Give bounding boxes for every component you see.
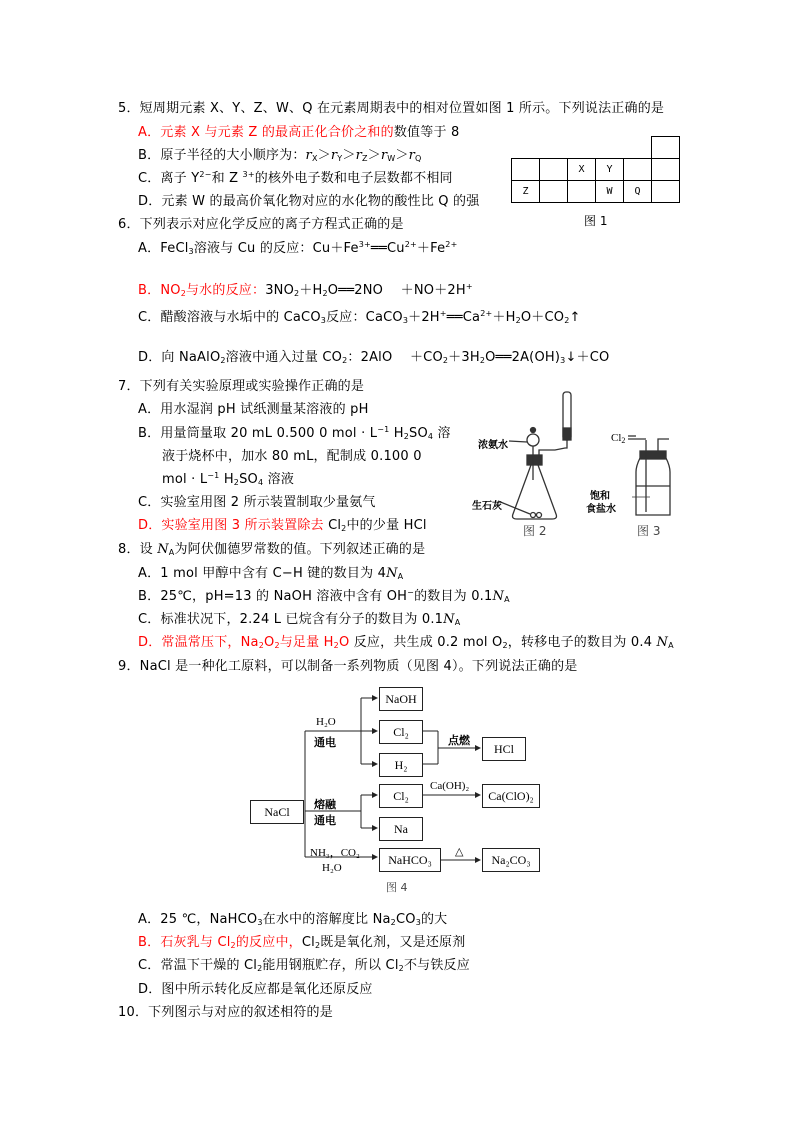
q6-stem: 6．下列表示对应化学反应的离子方程式正确的是 — [118, 217, 404, 232]
t: mol · L — [162, 472, 208, 487]
sub: A — [168, 548, 175, 557]
na-symbol: N — [386, 566, 398, 581]
cell-x: X — [568, 159, 596, 181]
t: Cl — [301, 935, 315, 950]
figure3-label1: 饱和 — [590, 491, 610, 502]
figure2-caption: 图 2 — [523, 524, 547, 538]
t: 和 Z — [211, 171, 243, 186]
sub: 2 — [403, 432, 409, 441]
sup: + — [465, 282, 473, 291]
box-h2: H₂ — [379, 753, 423, 777]
t: ＋H — [492, 310, 516, 325]
q7-option-a: A．用水湿润 pH 试纸测量某溶液的 pH — [138, 402, 369, 417]
t: 溶液 — [263, 472, 295, 487]
q5-a-highlight: A．元素 X 与元素 Z 的最高正化合价之和的 — [138, 125, 394, 140]
sub: 2 — [322, 289, 328, 298]
t: 与水的反应： — [185, 283, 266, 298]
q7-option-b-line2: 液于烧杯中，加水 80 mL，配制成 0.100 0 — [162, 449, 422, 464]
q9-option-c — [138, 957, 470, 974]
t: B．25℃，pH=13 的 NaOH 溶液中含有 OH — [138, 589, 408, 604]
r-symbol: r — [330, 148, 338, 163]
sub: 2 — [220, 356, 226, 365]
r-symbol: r — [305, 148, 312, 163]
q5-a-rest: 数值等于 8 — [393, 125, 460, 140]
t: SO — [409, 426, 428, 441]
sup: −1 — [207, 471, 220, 480]
q10-stem: 10．下列图示与对应的叙述相符的是 — [118, 1005, 333, 1020]
sub: 3 — [560, 356, 566, 365]
t: 反应，共生成 0.2 mol O — [349, 635, 503, 650]
t: A．FeCl — [138, 241, 189, 256]
box-na2co3: Na₂CO₃ — [482, 848, 540, 872]
t: 中的少量 HCl — [346, 518, 427, 533]
sub: 2 — [621, 436, 626, 445]
gt: ＞ — [395, 148, 409, 163]
box-nacl: NaCl — [250, 800, 304, 824]
gt: ＞ — [342, 148, 356, 163]
cell-q: Q — [624, 181, 652, 203]
q9-stem: 9．NaCl 是一种化工原料，可以制备一系列物质（见图 4）。下列说法正确的是 — [118, 659, 578, 674]
label-caoh2: Ca(OH)₂ — [430, 780, 470, 792]
sub: 2 — [390, 918, 396, 927]
t: 的反应中， — [235, 935, 302, 950]
t: H — [389, 426, 404, 441]
sub: 3 — [257, 918, 263, 927]
box-naoh: NaOH — [379, 687, 423, 711]
na-symbol: N — [157, 542, 169, 557]
sup: 2+ — [445, 240, 458, 249]
t: 为阿伏伽德罗常数的值。下列叙述正确的是 — [174, 542, 426, 557]
t: ══Cu — [370, 241, 405, 256]
sub: 2 — [258, 641, 264, 650]
t: O＋CO — [520, 310, 565, 325]
t: ＋2H — [408, 310, 440, 325]
t: 溶液中通入过量 CO — [225, 350, 343, 365]
box-cl2-electrolysis: Cl₂ — [379, 720, 423, 744]
sup: 2+ — [480, 309, 493, 318]
na-symbol: N — [492, 589, 505, 604]
t: O — [264, 635, 275, 650]
t: 反应：CaCO — [326, 310, 403, 325]
cell-z: Z — [512, 181, 540, 203]
sub: 2 — [564, 316, 570, 325]
label-nh3-co2: NH₃，CO₂ — [310, 847, 360, 859]
t: C．标准状况下，2.24 L 已烷含有分子的数目为 0.1 — [138, 612, 444, 627]
t: 不与铁反应 — [403, 958, 470, 973]
r-symbol: r — [355, 148, 362, 163]
label-molten: 熔融 — [314, 798, 336, 811]
sub: A — [668, 641, 674, 650]
t: C．离子 Y — [138, 171, 200, 186]
t: 能用钢瓶贮存，所以 Cl — [262, 958, 399, 973]
sup: 3+ — [358, 240, 371, 249]
sup: −1 — [377, 425, 390, 434]
cell-y: Y — [596, 159, 624, 181]
t: 的数目为 0.1 — [414, 589, 493, 604]
t: CO — [395, 912, 416, 927]
sub: 2 — [233, 478, 240, 487]
gt: ＞ — [367, 148, 381, 163]
na-symbol: N — [443, 612, 455, 627]
t: C．醋酸溶液与水垢中的 CaCO — [138, 310, 321, 325]
sub: X — [311, 154, 318, 163]
sub: 2 — [257, 964, 263, 973]
label-ignite: 点燃 — [448, 734, 470, 747]
figure2-label-quicklime: 生石灰 — [472, 501, 502, 512]
sub: 4 — [427, 432, 434, 441]
t: 与足量 H — [279, 635, 334, 650]
sub: 3 — [415, 918, 421, 927]
figure2-label-ammonia: 浓氨水 — [478, 440, 508, 451]
t: B．NO — [138, 283, 181, 298]
sub: 3 — [320, 316, 327, 325]
sub: 4 — [257, 478, 264, 487]
label-electrolysis-1: 通电 — [314, 736, 336, 749]
t: 在水中的溶解度比 Na — [262, 912, 391, 927]
figure3-caption: 图 3 — [637, 524, 661, 538]
figure3-label2: 食盐水 — [586, 504, 616, 515]
label-h2o: H₂O — [316, 716, 336, 728]
sup: 2+ — [404, 240, 417, 249]
q5-option-d: D．元素 W 的最高价氧化物对应的水化物的酸性比 Q 的强 — [138, 194, 480, 209]
q5-b-prefix: B．原子半径的大小顺序为： — [138, 148, 306, 163]
sub: Z — [361, 154, 368, 163]
t: ↑ — [569, 310, 581, 325]
q9-option-b — [138, 934, 465, 951]
cell-w: W — [596, 181, 624, 203]
t: 溶 — [433, 426, 451, 441]
t: 既是氧化剂，又是还原剂 — [320, 935, 466, 950]
gt: ＞ — [317, 148, 331, 163]
sup: − — [407, 588, 415, 597]
sub: A — [454, 618, 461, 627]
t: ，转移电子的数目为 0.4 — [507, 635, 657, 650]
t: O══2NO ＋NO＋2H — [327, 283, 466, 298]
t: ＋3H — [448, 350, 480, 365]
sub: 2 — [341, 524, 347, 533]
label-electrolysis-2: 通电 — [314, 814, 336, 827]
sub: 2 — [479, 356, 486, 365]
t: B．石灰乳与 Cl — [138, 935, 231, 950]
t: Cl — [323, 518, 342, 533]
t: H — [219, 472, 234, 487]
sub: 2 — [294, 289, 300, 298]
sub: 3 — [188, 247, 194, 256]
sub: 3 — [402, 316, 409, 325]
q7-stem: 7．下列有关实验原理或实验操作正确的是 — [118, 379, 365, 394]
t: 3NO — [265, 283, 295, 298]
sub: Y — [337, 154, 343, 163]
sub: 2 — [314, 941, 321, 950]
box-caclo2: Ca(ClO)₂ — [482, 784, 540, 808]
t: 的核外电子数和电子层数都不相同 — [254, 171, 453, 186]
t: ＋Fe — [416, 241, 446, 256]
sub: 2 — [398, 964, 404, 973]
t: ══Ca — [446, 310, 481, 325]
q9-option-a — [138, 911, 447, 928]
t: C．常温下干燥的 Cl — [138, 958, 258, 973]
t: ＋H — [299, 283, 323, 298]
t: D．向 NaAlO — [138, 350, 221, 365]
sub: A — [504, 595, 510, 604]
t: O — [338, 635, 350, 650]
t: B．用量筒量取 20 mL 0.500 0 mol · L — [138, 426, 378, 441]
sub: 2 — [230, 941, 236, 950]
sup: 3+ — [242, 170, 255, 179]
sub: 2 — [442, 356, 449, 365]
t: O══2A(OH) — [485, 350, 561, 365]
sup: 2− — [199, 170, 212, 179]
box-cl2-molten: Cl₂ — [379, 784, 423, 808]
label-heat: △ — [455, 846, 464, 858]
na-symbol: N — [656, 635, 669, 650]
sub: 2 — [180, 289, 186, 298]
sub: W — [387, 154, 396, 163]
label-h2o-3: H₂O — [322, 862, 342, 874]
t: D．常温常压下，Na — [138, 635, 259, 650]
t: Cl — [611, 432, 622, 444]
sup: + — [439, 309, 447, 318]
figure4-caption: 图 4 — [386, 881, 408, 894]
sub: 2 — [274, 641, 280, 650]
sub: 2 — [515, 316, 521, 325]
t: 溶液与 Cu 的反应：Cu＋Fe — [193, 241, 359, 256]
t: SO — [239, 472, 258, 487]
q9-option-d: D．图中所示转化反应都是氧化还原反应 — [138, 982, 373, 997]
t: ：2AlO ＋CO — [347, 350, 443, 365]
sub: A — [397, 572, 404, 581]
sub: 2 — [342, 356, 348, 365]
box-nahco3: NaHCO₃ — [379, 848, 441, 872]
q5-stem: 5．短周期元素 X、Y、Z、W、Q 在元素周期表中的相对位置如图 1 所示。下列说法正确的是 — [118, 101, 665, 116]
r-symbol: r — [380, 148, 388, 163]
t: A．1 mol 甲醇中含有 C−H 键的数目为 4 — [138, 566, 387, 581]
box-hcl: HCl — [482, 737, 526, 761]
t: 的大 — [420, 912, 448, 927]
t: A．25 ℃，NaHCO — [138, 912, 258, 927]
sub: 2 — [502, 641, 508, 650]
sub: 2 — [333, 641, 339, 650]
q7-option-c: C．实验室用图 2 所示装置制取少量氨气 — [138, 495, 376, 510]
r-symbol: r — [408, 148, 416, 163]
t: ↓＋CO — [565, 350, 610, 365]
t: D．实验室用图 3 所示装置除去 — [138, 518, 324, 533]
sub: Q — [415, 154, 422, 163]
t: 8．设 — [118, 542, 158, 557]
figure1-caption: 图 1 — [584, 214, 608, 228]
box-na: Na — [379, 817, 423, 841]
